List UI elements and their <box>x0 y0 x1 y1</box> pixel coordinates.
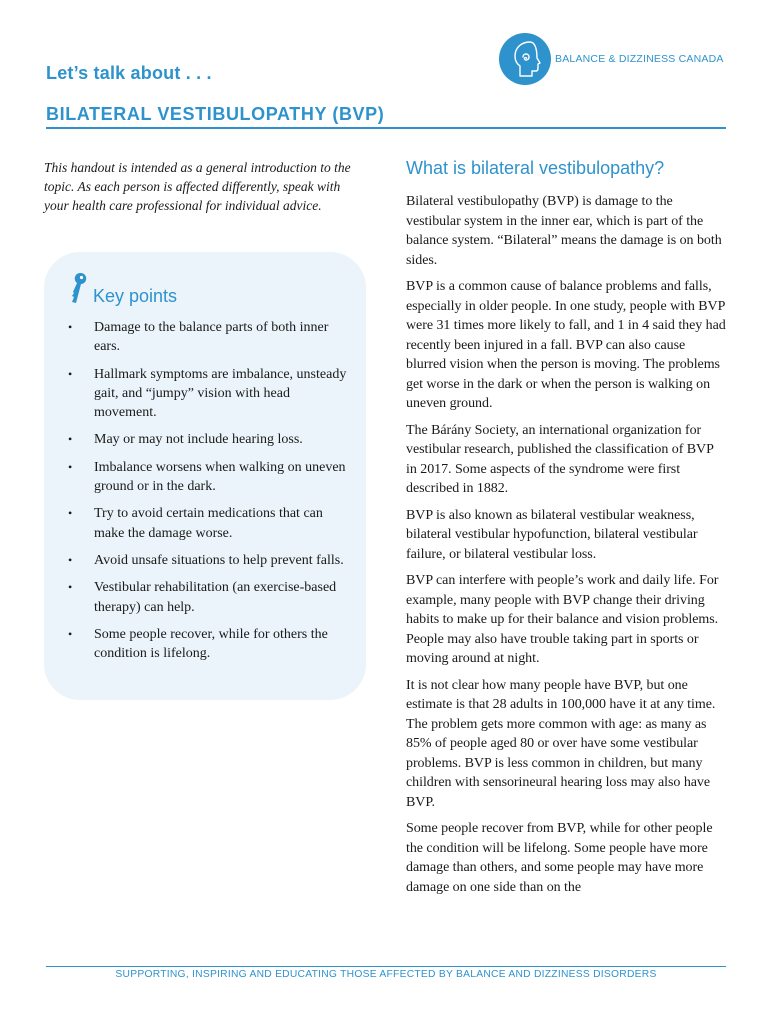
paragraph: Some people recover from BVP, while for other people the condition will be lifelong. Some people have more damage than others, and some people may have more damage on one side than on the <box>406 821 713 895</box>
paragraph: The Bárány Society, an international organization for vestibular research, published the classification of BVP in 2017. Some aspects of the syndrome were first described in 1882. <box>406 422 714 496</box>
bullet: • <box>68 320 73 334</box>
list-item-text: Damage to the balance parts of both inner ears. <box>94 320 329 355</box>
bullet: • <box>68 580 73 595</box>
list-item <box>62 430 352 449</box>
list-item-text: Vestibular rehabilitation (an exercise-based therapy) can help. <box>94 580 337 615</box>
list-item-text: Try to avoid certain medications that can make the damage worse. <box>94 506 323 541</box>
bullet: • <box>68 366 73 381</box>
list-item <box>62 625 352 664</box>
list-item <box>62 551 352 570</box>
intro-text: This handout is intended as a general introduction to the topic. As each person is affected differently, speak with your health care professional for individual advice. <box>44 160 351 214</box>
list-item <box>62 458 352 497</box>
bullet: • <box>68 506 73 521</box>
bullet: • <box>68 552 73 567</box>
list-item-text: May or may not include hearing loss. <box>94 432 303 448</box>
list-item-text: Imbalance worsens when walking on uneven ground or in the dark. <box>94 459 346 495</box>
paragraph: It is not clear how many people have BVP, but one estimate is that 28 adults in 100,000 have it at any time. The problem gets more common with age: as many as 85% of people aged 80 or over have some vestibular problems. BVP is less common in children, but many children with sensorineural hearing loss may also have BVP. <box>406 677 716 810</box>
head-profile-spiral-logo-icon <box>499 33 551 85</box>
list-item-text: Avoid unsafe situations to help prevent falls. <box>94 552 344 568</box>
bullet: • <box>68 626 73 641</box>
paragraph: BVP is also known as bilateral vestibular weakness, bilateral vestibular hypofunction, bilateral vestibular failure, or bilateral vestibular loss. <box>406 507 698 562</box>
org-name: BALANCE & DIZZINESS CANADA <box>555 53 724 65</box>
key-points-heading: Key points <box>93 286 178 306</box>
list-item <box>62 578 352 617</box>
paragraph: BVP can interfere with people’s work and daily life. For example, many people with BVP change their driving habits to make up for their balance and vision problems. People may also have trouble taking part in sports or moving around at night. <box>406 573 719 666</box>
key-icon <box>67 272 89 306</box>
key-points-list <box>62 318 352 671</box>
list-item <box>62 318 352 357</box>
list-item-text: Hallmark symptoms are imbalance, unsteady gait, and “jumpy” vision with head movement. <box>94 366 347 421</box>
list-item-text: Some people recover, while for others the condition is lifelong. <box>94 626 328 662</box>
section-heading: What is bilateral vestibulopathy? <box>406 158 665 178</box>
list-item <box>62 504 352 543</box>
list-item <box>62 365 352 423</box>
section-body <box>406 192 726 904</box>
paragraph: BVP is a common cause of balance problems and falls, especially in older people. In one study, people with BVP were 31 times more likely to fall, and 1 in 4 said they had recently been injured in a fall. BVP can also cause blurred vision when the person is moving. The problems get worse in the dark or when the person is walking on uneven ground. <box>406 279 726 411</box>
header-eyebrow: Let’s talk about . . . <box>46 63 212 83</box>
bullet: • <box>68 459 73 474</box>
footer-tagline: SUPPORTING, INSPIRING AND EDUCATING THOSE AFFECTED BY BALANCE AND DIZZINESS DISORDERS <box>115 969 657 980</box>
page-title: BILATERAL VESTIBULOPATHY (BVP) <box>46 104 385 124</box>
paragraph: Bilateral vestibulopathy (BVP) is damage to the vestibular system in the inner ear, which is part of the balance system. “Bilateral” means the damage is on both sides. <box>406 194 722 268</box>
bullet: • <box>68 432 73 447</box>
footer-divider <box>46 966 726 967</box>
header-divider <box>46 127 726 129</box>
